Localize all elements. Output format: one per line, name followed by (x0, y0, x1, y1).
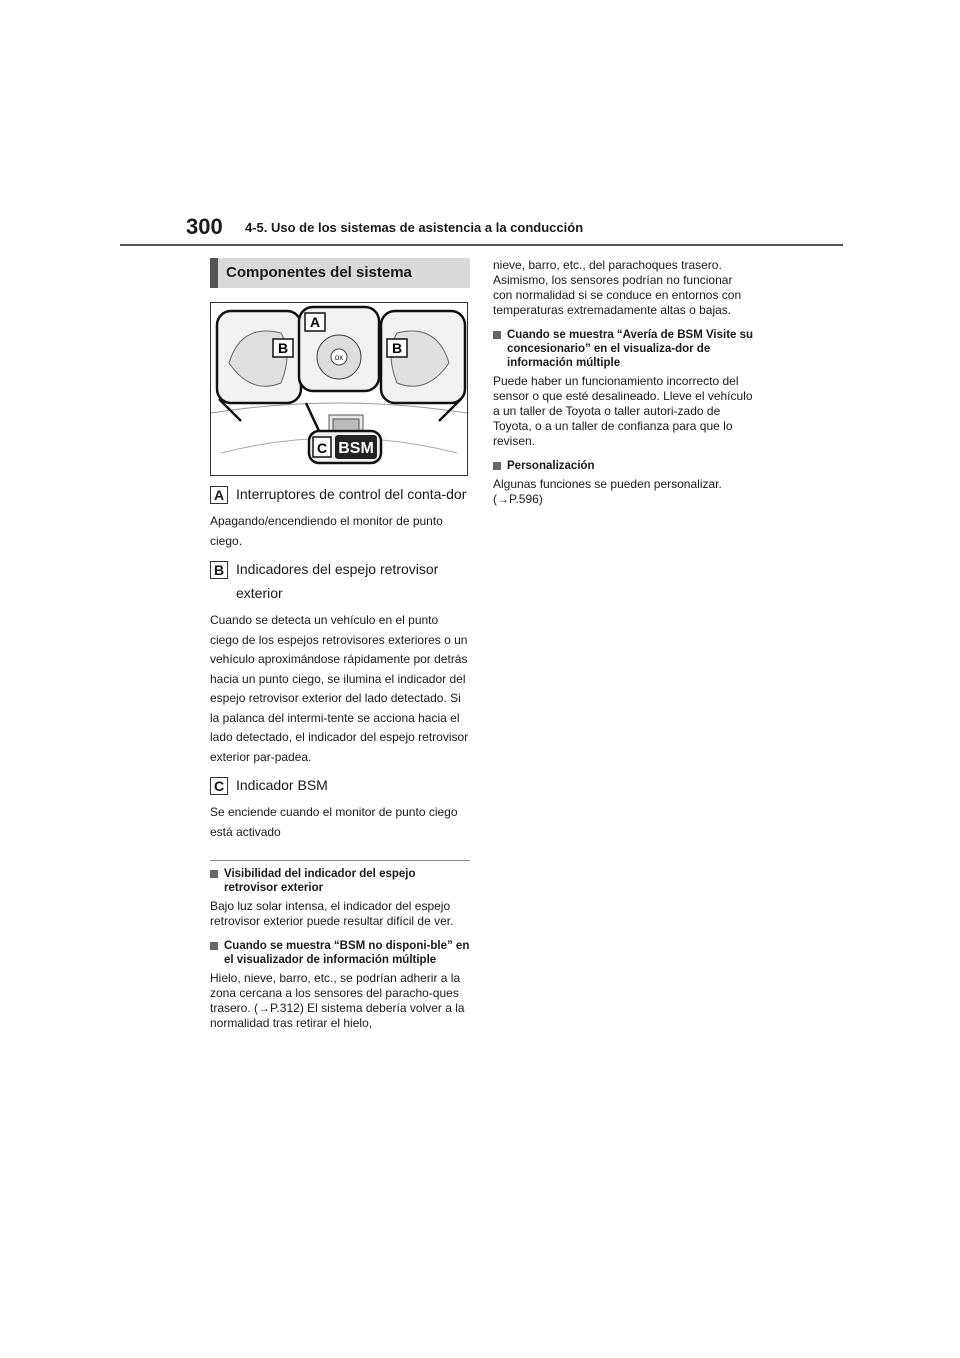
note-title: Personalización (507, 460, 595, 472)
dashboard-illustration (210, 302, 468, 476)
bullet-square-icon (210, 942, 218, 950)
legend-label-b: Indicadores del espejo retrovisor exterior (236, 561, 439, 601)
bullet-square-icon (210, 870, 218, 878)
legend-desc-a: Apagando/encendiendo el monitor de punto ciego. (210, 514, 443, 548)
left-column (210, 258, 470, 1031)
note-title: Visibilidad del indicador del espejo retrovisor exterior (224, 868, 416, 894)
note-title: Cuando se muestra “Avería de BSM Visite su concesionario” en el visualiza-dor de información múltiple (507, 329, 754, 369)
legend-desc-c: Se enciende cuando el monitor de punto ciego está activado (210, 805, 458, 839)
legend-label-a: Interruptores de control del conta-dor (236, 486, 467, 502)
note-body: Hielo, nieve, barro, etc., se podrían adherir a la zona cercana a los sensores del paracho-ques trasero. (→P.312) El sistema debería volver a la normalidad tras retirar el hielo, (210, 971, 465, 1030)
legend-letter-b: B (210, 561, 228, 579)
legend-letter-c: C (210, 777, 228, 795)
callout-a: A (309, 314, 321, 330)
notes-divider (210, 860, 470, 861)
ok-button-label: OK (334, 356, 344, 362)
callout-b-right: B (391, 340, 403, 356)
bullet-square-icon (493, 462, 501, 470)
legend-letter-a: A (210, 486, 228, 504)
note-body: Puede haber un funcionamiento incorrecto del sensor o que esté desalineado. Lleve el vehículo a un taller de Toyota o taller autori-zado de Toyota, o a un taller de confianza para que lo revisen. (493, 374, 753, 448)
callout-b-left: B (277, 340, 289, 356)
legend-desc-b: Cuando se detecta un vehículo en el punto ciego de los espejos retrovisores exteriores o un vehículo aproximándose rápidamente por detrás hacia un punto ciego, se ilumina el indicador del espejo retrovisor exterior del lado detectado. Si la palanca del intermi-tente se acciona hacia el lado detectado, el indicador del espejo retrovisor exterior par-padea. (210, 613, 469, 764)
note-bsm-failure (493, 328, 755, 449)
legend-item-b (210, 561, 470, 767)
bullet-square-icon (493, 331, 501, 339)
note-body: Algunas funciones se pueden personalizar. (→P.596) (493, 477, 722, 506)
note-title: Cuando se muestra “BSM no disponi-ble” en el visualizador de información múltiple (224, 940, 470, 966)
continued-paragraph: nieve, barro, etc., del parachoques trasero. Asimismo, los sensores podrían no funcionar con normalidad si se conduce en entornos con temperaturas extremadamente altas o bajas. (493, 258, 742, 317)
note-body: Bajo luz solar intensa, el indicador del espejo retrovisor exterior puede resultar difícil de ver. (210, 899, 454, 928)
right-column (493, 258, 755, 507)
chapter-title: 4-5. Uso de los sistemas de asistencia a la conducción (245, 220, 584, 235)
legend-label-c: Indicador BSM (236, 777, 328, 793)
legend-item-c (210, 777, 470, 842)
header-rule (120, 244, 843, 246)
bsm-indicator-label: BSM (338, 440, 374, 457)
legend-item-a (210, 486, 470, 551)
dashboard-illustration-svg (211, 303, 467, 475)
note-customization (493, 459, 755, 507)
section-heading: Componentes del sistema (210, 258, 470, 288)
note-bsm-unavailable (210, 939, 470, 1031)
callout-c: C (316, 440, 328, 456)
page-number: 300 (186, 214, 223, 239)
note-visibility (210, 867, 470, 929)
